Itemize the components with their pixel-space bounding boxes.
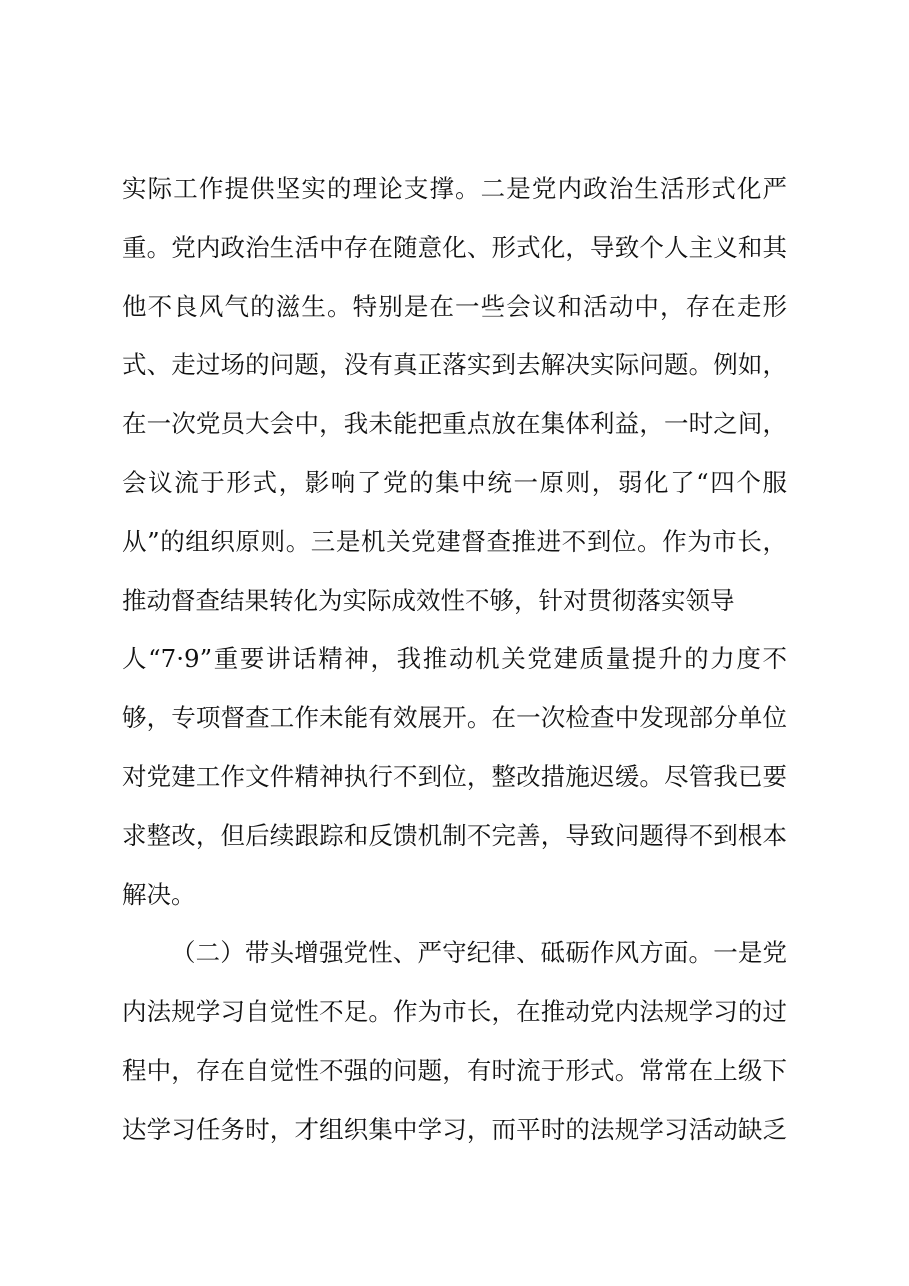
- text-line: 对党建工作文件精神执行不到位，整改措施迟缓。尽管我已要: [122, 761, 787, 791]
- text-line: 式、走过场的问题，没有真正落实到去解决实际问题。例如，: [122, 350, 787, 380]
- text-line: 程中，存在自觉性不强的问题，有时流于形式。常常在上级下: [122, 1055, 787, 1085]
- text-line: 会议流于形式，影响了党的集中统一原则，弱化了“四个服: [122, 467, 787, 497]
- text-line: 够，专项督查工作未能有效展开。在一次检查中发现部分单位: [122, 703, 787, 733]
- body-text: [122, 160, 787, 1160]
- section-heading-line: （二）带头增强党性、严守纪律、砥砺作风方面。一是党: [171, 938, 787, 968]
- text-line: 内法规学习自觉性不足。作为市长，在推动党内法规学习的过: [122, 997, 787, 1027]
- text-line: 推动督查结果转化为实际成效性不够，针对贯彻落实领导: [122, 585, 735, 615]
- paragraph-end-line: 解决。: [122, 879, 196, 909]
- text-line: 实际工作提供坚实的理论支撑。二是党内政治生活形式化严: [122, 174, 787, 203]
- text-line: 求整改，但后续跟踪和反馈机制不完善，导致问题得不到根本: [122, 820, 787, 850]
- text-line: 在一次党员大会中，我未能把重点放在集体利益，一时之间，: [122, 409, 787, 439]
- text-line: 达学习任务时，才组织集中学习，而平时的法规学习活动缺乏: [122, 1114, 787, 1144]
- text-line: 从”的组织原则。三是机关党建督查推进不到位。作为市长，: [122, 526, 787, 556]
- text-line: 人“7·9”重要讲话精神，我推动机关党建质量提升的力度不: [122, 644, 787, 674]
- text-line: 他不良风气的滋生。特别是在一些会议和活动中，存在走形: [122, 291, 787, 321]
- text-line: 重。党内政治生活中存在随意化、形式化，导致个人主义和其: [122, 232, 787, 262]
